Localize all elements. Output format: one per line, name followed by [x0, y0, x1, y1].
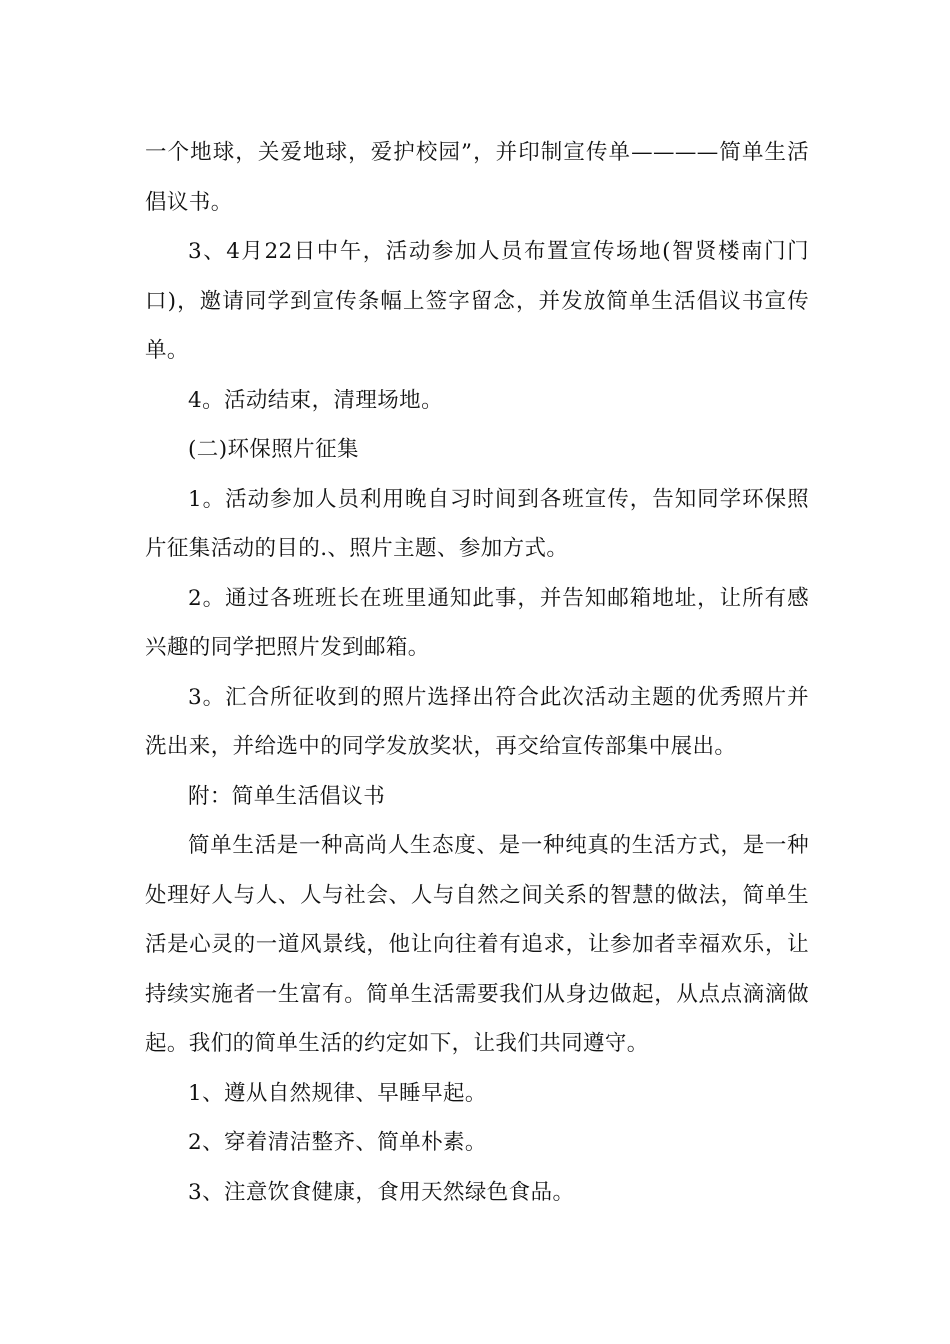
appendix-heading: 附：简单生活倡议书 — [188, 783, 386, 809]
paragraph-continuation: 一个地球，关爱地球，爱护校园”，并印制宣传单————简单生活倡议书。 — [145, 140, 809, 215]
paragraph-photo-step-2: 2。通过各班班长在班里通知此事，并告知邮箱地址，让所有感兴趣的同学把照片发到邮箱。 — [145, 585, 809, 660]
paragraph-step-4-cleanup: 4。活动结束，清理场地。 — [188, 387, 443, 413]
list-item-2: 2、穿着清洁整齐、简单朴素。 — [188, 1130, 487, 1155]
paragraph-photo-step-1: 1。活动参加人员利用晚自习时间到各班宣传，告知同学环保照片征集活动的目的.、照片主题、参加方式。 — [145, 486, 809, 561]
section-heading-photo-collection: (二)环保照片征集 — [188, 437, 359, 462]
document-body — [145, 128, 809, 1217]
paragraph-simple-life-intro: 简单生活是一种高尚人生态度、是一种纯真的生活方式，是一种处理好人与人、人与社会、人与自然之间关系的智慧的做法，简单生活是心灵的一道风景线，他让向往着有追求，让参加者幸福欢乐，让持续实施者一生富有。简单生活需要我们从身边做起，从点点滴滴做起。我们的简单生活的约定如下，让我们共同遵守。 — [145, 833, 809, 1056]
list-item-1: 1、遵从自然规律、早睡早起。 — [188, 1080, 487, 1106]
list-item-3: 3、注意饮食健康，食用天然绿色食品。 — [188, 1179, 575, 1205]
paragraph-step-3-banner: 3、4月22日中午，活动参加人员布置宣传场地(智贤楼南门门口)，邀请同学到宣传条幅上签字留念，并发放简单生活倡议书宣传单。 — [145, 239, 809, 363]
paragraph-photo-step-3: 3。汇合所征收到的照片选择出符合此次活动主题的优秀照片并洗出来，并给选中的同学发放奖状，再交给宣传部集中展出。 — [145, 684, 809, 759]
